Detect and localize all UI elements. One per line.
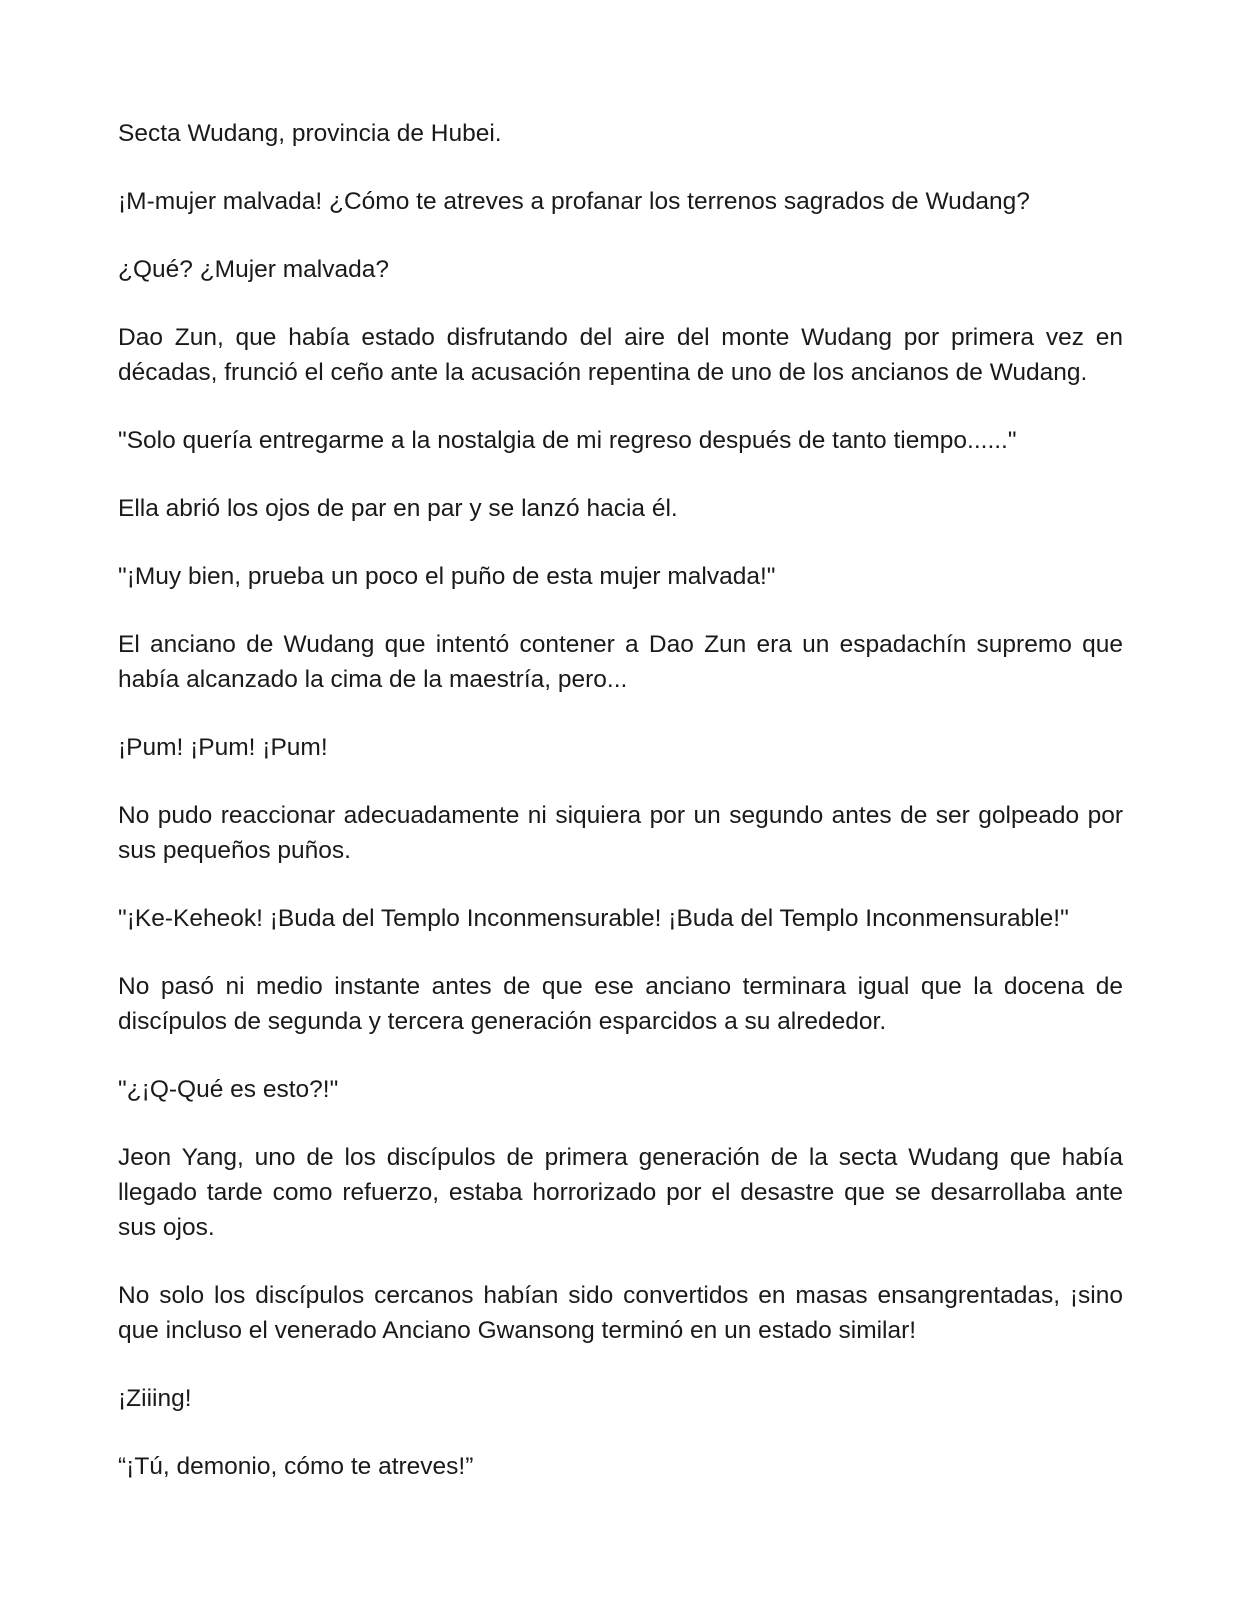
paragraph: ¡M-mujer malvada! ¿Cómo te atreves a profanar los terrenos sagrados de Wudang? <box>118 188 1030 215</box>
paragraph: "¡Muy bien, prueba un poco el puño de esta mujer malvada!" <box>118 563 776 590</box>
paragraph: "Solo quería entregarme a la nostalgia de mi regreso después de tanto tiempo......" <box>118 427 1017 454</box>
paragraph: "¿¡Q-Qué es esto?!" <box>118 1076 339 1103</box>
paragraph: ¡Pum! ¡Pum! ¡Pum! <box>118 734 328 761</box>
paragraph: “¡Tú, demonio, cómo te atreves!” <box>118 1453 474 1480</box>
paragraph: Ella abrió los ojos de par en par y se lanzó hacia él. <box>118 495 678 522</box>
paragraph: No solo los discípulos cercanos habían sido convertidos en masas ensangrentadas, ¡sino que incluso el venerado Anciano Gwansong terminó en un estado similar! <box>118 1282 1123 1344</box>
paragraph: Secta Wudang, provincia de Hubei. <box>118 120 502 147</box>
paragraph: "¡Ke-Keheok! ¡Buda del Templo Inconmensurable! ¡Buda del Templo Inconmensurable!" <box>118 905 1069 932</box>
document-body <box>118 116 1123 1517</box>
paragraph: No pudo reaccionar adecuadamente ni siquiera por un segundo antes de ser golpeado por sus pequeños puños. <box>118 802 1123 864</box>
paragraph: El anciano de Wudang que intentó contener a Dao Zun era un espadachín supremo que había alcanzado la cima de la maestría, pero... <box>118 631 1123 693</box>
paragraph: No pasó ni medio instante antes de que ese anciano terminara igual que la docena de discípulos de segunda y tercera generación esparcidos a su alrededor. <box>118 973 1123 1035</box>
paragraph: Dao Zun, que había estado disfrutando del aire del monte Wudang por primera vez en décadas, frunció el ceño ante la acusación repentina de uno de los ancianos de Wudang. <box>118 324 1123 386</box>
paragraph: Jeon Yang, uno de los discípulos de primera generación de la secta Wudang que había llegado tarde como refuerzo, estaba horrorizado por el desastre que se desarrollaba ante sus ojos. <box>118 1144 1123 1241</box>
paragraph: ¿Qué? ¿Mujer malvada? <box>118 256 389 283</box>
paragraph: ¡Ziiing! <box>118 1385 192 1412</box>
